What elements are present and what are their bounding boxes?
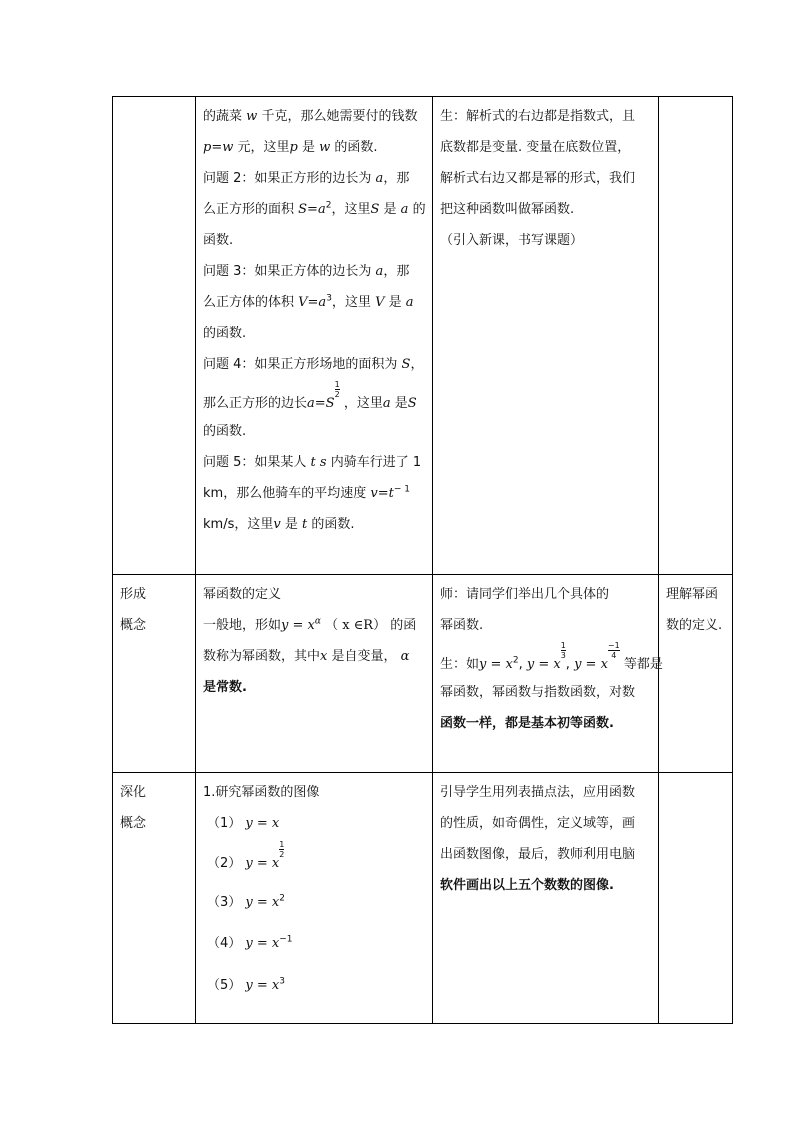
text: 是常数. <box>203 680 247 695</box>
intent-cell <box>659 773 733 1024</box>
item-number: （4） <box>207 936 242 951</box>
fraction-exponent <box>561 641 566 660</box>
math-expr: y = x <box>574 657 608 672</box>
text: 软件画出以上五个数数的图像. <box>440 878 614 893</box>
stage-label: 概念 <box>120 816 147 831</box>
exponent: − 1 <box>393 484 410 495</box>
stage-cell <box>113 575 196 773</box>
text: 的函 <box>390 618 417 633</box>
denominator: 2 <box>334 390 340 399</box>
math-expr: y = x <box>245 816 280 831</box>
text: 是 <box>383 202 397 217</box>
math-var: w <box>246 109 258 124</box>
exponent: α <box>314 616 321 627</box>
numerator: 1 <box>279 840 285 849</box>
text: 的性质，如奇偶性，定义域等，画 <box>440 816 636 831</box>
text: 问题 4：如果正方形场地的面积为 <box>203 357 398 372</box>
math-expr: p=w <box>203 140 234 155</box>
text: km，那么他骑车的平均速度 <box>203 486 367 501</box>
content-cell <box>196 773 433 1024</box>
text: 解析式右边又都是幂的形式，我们 <box>440 171 636 186</box>
text: 的函数. <box>203 326 247 341</box>
content-cell: 的蔬菜 w 千克，那么她需要付的钱数 p=w 元，这里p 是 w 的函数. 问题 2：如果正方形的边长为 a，那 么正方形的面积 $S=a^2$，这里S 是 a 的 函数. 问题 3：如果正方体的边长为 a，那 么正方体的体积 $V=a^3$，这里 V 是 a 的函数. 问题 4：如果正方形场地的面积为 S， 那么正方形的边长a=S $\frac{1}{2}$ ，这里a 是S 的函数. 问题 5：如果某人 t s 内骑车行进了 1 km，那么他骑车的平均速度 $v=t^{- 1}$ km/s，这里v 是 t 的函数. <box>196 97 433 575</box>
math-expr: v=t <box>370 486 394 501</box>
text: 的函数. <box>203 424 247 439</box>
stage-cell <box>113 97 196 575</box>
stage-label: 概念 <box>120 618 147 633</box>
math-var: x <box>320 649 328 664</box>
text: 数的定义. <box>666 618 723 633</box>
text: 元，这里 <box>237 140 290 155</box>
fraction-exponent <box>608 641 620 660</box>
text: 幂函数的定义 <box>203 587 282 602</box>
text: 的函数. <box>334 140 378 155</box>
text: 一般地，形如 <box>203 618 282 633</box>
fraction-exponent <box>279 840 284 859</box>
text: 是自变量， <box>331 649 397 664</box>
text: ，这里 <box>331 202 371 217</box>
math-var: a <box>405 295 414 310</box>
text: 是 <box>394 396 408 411</box>
text: 问题 5：如果某人 <box>203 455 307 470</box>
text: 么正方形的面积 <box>203 202 295 217</box>
text: 那么正方形的边长 <box>203 396 308 411</box>
text: 是 <box>301 140 315 155</box>
item-number: （2） <box>207 856 242 871</box>
text: 幂函数，幂函数与指数函数，对数 <box>440 685 636 700</box>
denominator: 2 <box>279 850 285 859</box>
math-expr: y = x <box>245 856 280 871</box>
math-expr: y = x <box>526 657 561 672</box>
text: 出函数图像，最后，教师利用电脑 <box>440 847 636 862</box>
table-row <box>113 575 733 773</box>
text: 理解幂函 <box>666 587 719 602</box>
text: 问题 3：如果正方体的边长为 <box>203 264 372 279</box>
math-var: t <box>302 517 308 532</box>
text: 的蔬菜 <box>203 109 243 124</box>
text: 幂函数. <box>440 618 484 633</box>
text: 是 <box>388 295 402 310</box>
text: 是 <box>284 517 298 532</box>
stage-label: 深化 <box>120 785 147 800</box>
math-expr: y = x <box>245 936 280 951</box>
text: 么正方体的体积 <box>203 295 295 310</box>
numerator: 1 <box>614 641 620 650</box>
exponent: −1 <box>279 934 293 945</box>
math-var: α <box>400 649 410 664</box>
text: 千克，那么她需要付的钱数 <box>261 109 418 124</box>
math-expr: y = x <box>479 657 513 672</box>
math-expr: S=a <box>298 202 326 217</box>
math-var: S <box>370 202 380 217</box>
text: 内骑车行进了 1 <box>330 455 422 470</box>
math-expr: y = x <box>245 895 280 910</box>
text: 底数都是变量. 变量在底数位置， <box>440 140 631 155</box>
text: 1.研究幂函数的图像 <box>203 785 320 800</box>
math-expr: y = x <box>281 618 315 633</box>
numerator: 1 <box>334 380 340 389</box>
text: 生：解析式的右边都是指数式，且 <box>440 109 636 124</box>
text: 函数. <box>203 233 234 248</box>
lesson-plan-table <box>112 96 733 1024</box>
text: km/s，这里 <box>203 517 274 532</box>
text: 问题 2：如果正方形的边长为 <box>203 171 372 186</box>
math-expr: t s <box>310 455 327 470</box>
text: 引导学生用列表描点法，应用函数 <box>440 785 636 800</box>
math-var: S <box>401 357 411 372</box>
math-var: p <box>289 140 298 155</box>
table-row <box>113 97 733 575</box>
math-expr: y = x <box>245 978 280 993</box>
math-expr: a=S <box>307 396 335 411</box>
item-number: （5） <box>207 978 242 993</box>
math-var: w <box>319 140 331 155</box>
activity-cell <box>433 773 659 1024</box>
table-row <box>113 773 733 1024</box>
math-var: S <box>407 396 417 411</box>
fraction-exponent <box>335 380 340 399</box>
text: 把这种函数叫做幂函数. <box>440 202 575 217</box>
math-var: V <box>375 295 385 310</box>
exponent: 2 <box>512 655 519 666</box>
text: 的 <box>412 202 426 217</box>
activity-cell <box>433 97 659 575</box>
text: ，这里 <box>343 396 383 411</box>
text: 数称为幂函数，其中 <box>203 649 321 664</box>
text: （引入新课，书写课题） <box>440 233 584 248</box>
intent-cell <box>659 97 733 575</box>
denominator: 3 <box>560 651 566 660</box>
exponent: 3 <box>279 976 285 987</box>
math-var: a <box>375 264 384 279</box>
text: 师：请同学们举出几个具体的 <box>440 587 610 602</box>
sign: − <box>607 641 615 650</box>
math-expr: V=a <box>298 295 327 310</box>
math-var: a <box>400 202 409 217</box>
intent-cell <box>659 575 733 773</box>
text: 函数一样，都是基本初等函数. <box>440 716 614 731</box>
item-number: （3） <box>207 895 242 910</box>
text: 等都是 <box>623 657 663 672</box>
text: 的函数. <box>311 517 355 532</box>
activity-cell: 师：请同学们举出几个具体的 幂函数. 生：如$y = x^2$, y = x $\frac{1}{3}$ , y = x−1 4 等都是 幂函数，幂函数与指数函数，对数 函数一样，都是基本初等函数. <box>433 575 659 773</box>
exponent: 2 <box>279 893 285 904</box>
stage-label: 形成 <box>120 587 147 602</box>
text: 生：如 <box>440 657 480 672</box>
math-var: a <box>382 396 391 411</box>
exponent: 2 <box>325 200 332 211</box>
content-cell <box>196 575 433 773</box>
math-var: a <box>375 171 384 186</box>
math-expr: （ x ∈R） <box>325 618 387 633</box>
stage-cell <box>113 773 196 1024</box>
item-number: （1） <box>207 816 242 831</box>
math-var: v <box>273 517 281 532</box>
numerator: 1 <box>560 641 566 650</box>
denominator: 4 <box>608 650 620 660</box>
exponent: 3 <box>326 293 332 304</box>
